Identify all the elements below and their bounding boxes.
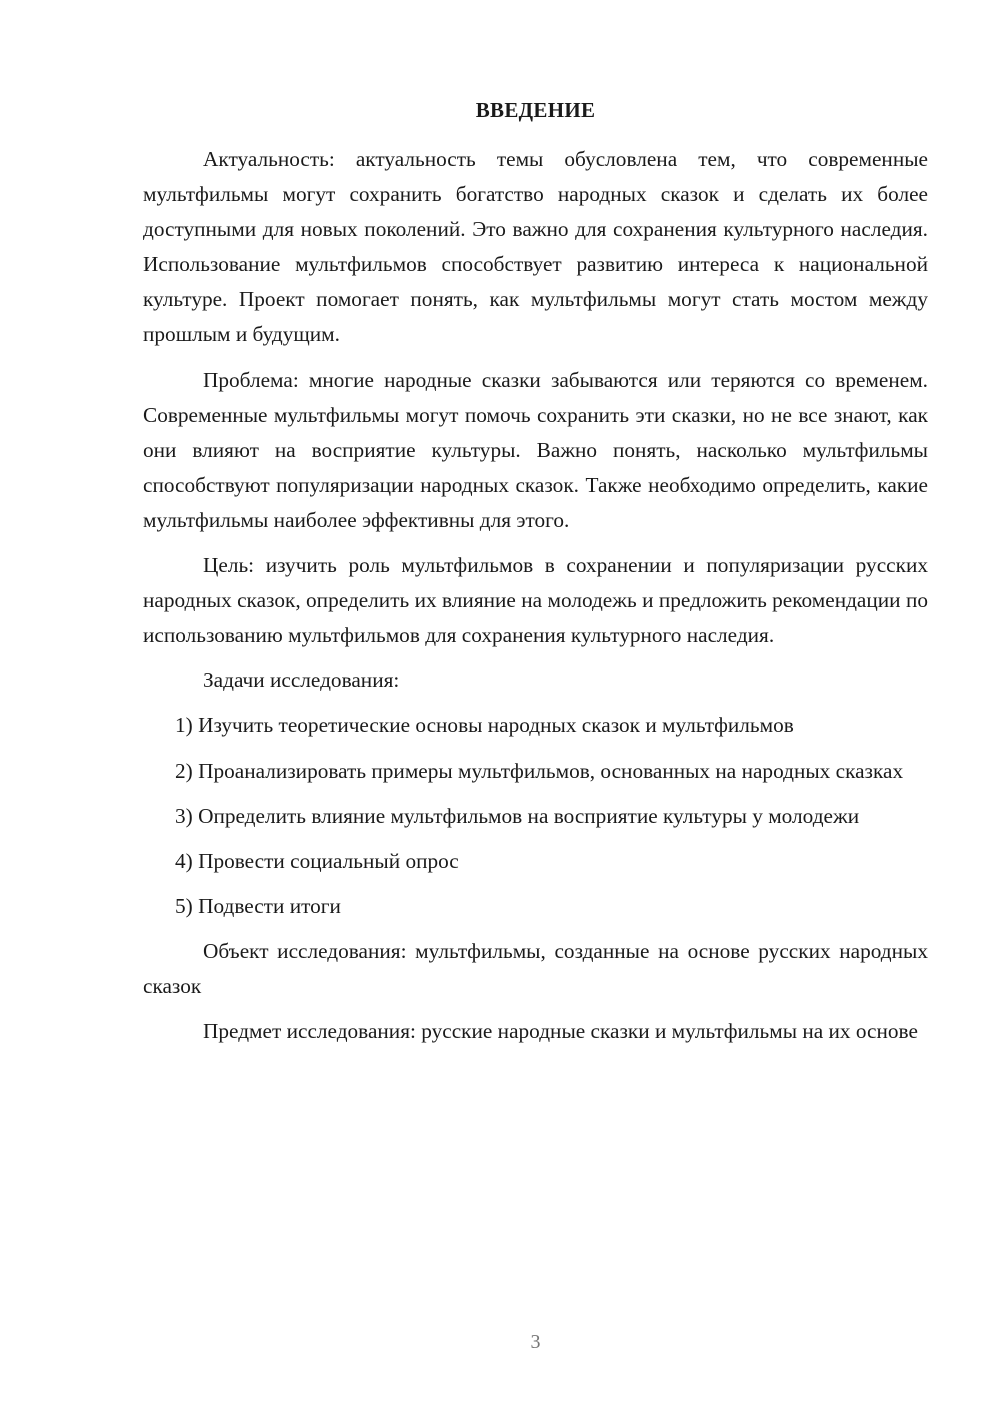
task-item: 1) Изучить теоретические основы народных сказок и мультфильмов xyxy=(175,713,794,738)
goal-paragraph: Цель: изучить роль мультфильмов в сохранении и популяризации русских народных сказок, определить их влияние на молодежь и предложить рекомендации по использованию мультфильмов для сохранения культурного наследия. xyxy=(143,553,928,648)
page-number: 3 xyxy=(530,1331,541,1353)
page-title: ВВЕДЕНИЕ xyxy=(475,98,596,122)
task-item: 5) Подвести итоги xyxy=(175,893,341,918)
document-body xyxy=(143,142,928,1059)
relevance-paragraph: Актуальность: актуальность темы обусловлена тем, что современные мультфильмы могут сохранить богатство народных сказок и сделать их более доступными для новых поколений. Это важно для сохранения культурного наследия. Использование мультфильмов способствует развитию интереса к национальной культуре. Проект помогает понять, как мультфильмы могут стать мостом между прошлым и будущим. xyxy=(143,147,928,347)
problem-paragraph: Проблема: многие народные сказки забываются или теряются со временем. Современные мультфильмы могут помочь сохранить эти сказки, но не все знают, как они влияют на восприятие культуры. Важно понять, насколько мультфильмы способствуют популяризации народных сказок. Также необходимо определить, какие мультфильмы наиболее эффективны для этого. xyxy=(143,367,928,532)
task-item: 4) Провести социальный опрос xyxy=(175,848,459,873)
task-item: 2) Проанализировать примеры мультфильмов, основанных на народных сказках xyxy=(175,758,904,783)
task-item: 3) Определить влияние мультфильмов на восприятие культуры у молодежи xyxy=(175,803,860,828)
research-subject-paragraph: Предмет исследования: русские народные сказки и мультфильмы на их основе xyxy=(203,1019,918,1044)
tasks-heading: Задачи исследования: xyxy=(203,668,400,693)
research-object-paragraph: Объект исследования: мультфильмы, созданные на основе русских народных сказок xyxy=(143,938,928,998)
